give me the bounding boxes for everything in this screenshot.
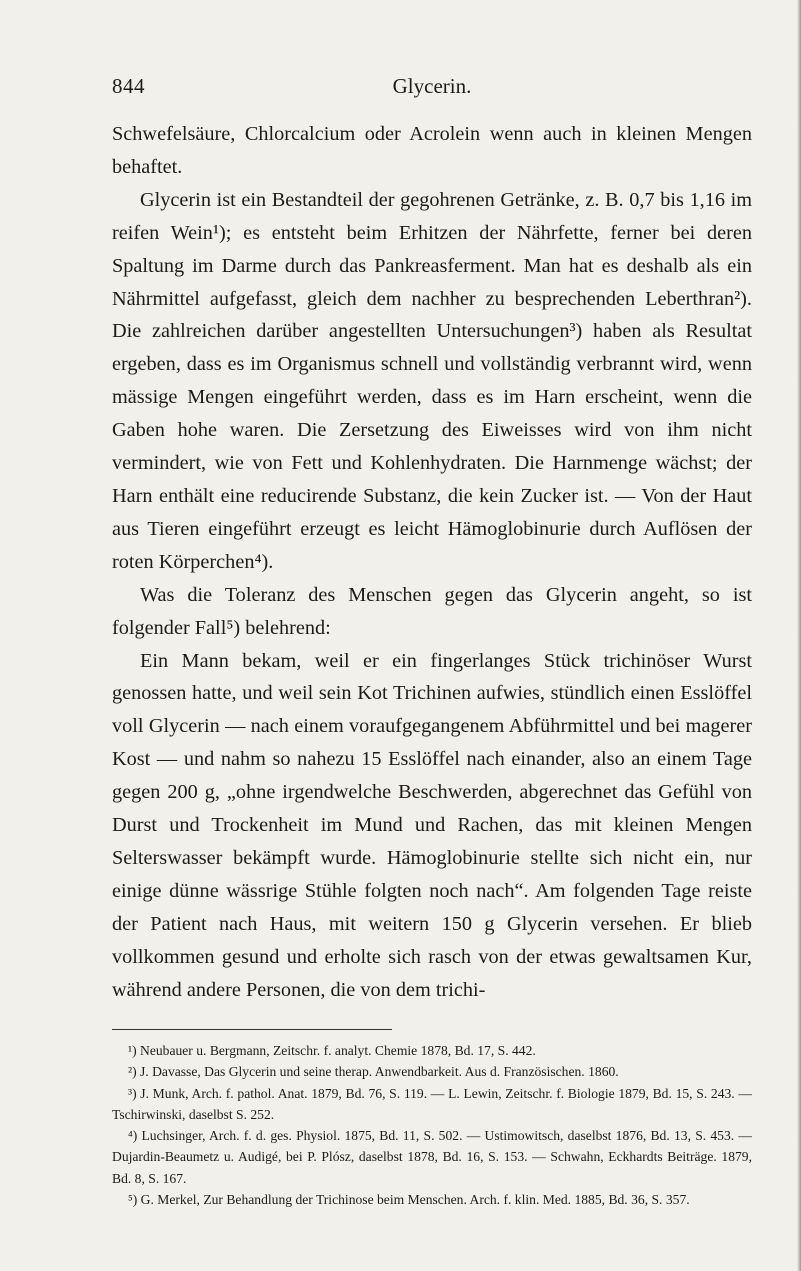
footnote-rule [112,1029,392,1030]
body-text [112,118,752,1006]
running-title: Glycerin. [392,74,472,98]
paragraph-case-report: Ein Mann bekam, weil er ein fingerlanges Stück trichinöser Wurst genossen hatte, und weil sein Kot Trichinen aufwies, stündlich einen Esslöffel voll Glycerin — nach einem voraufgegangenem Abführmittel und bei magerer Kost — und nahm so nahezu 15 Esslöffel nach einander, also an einem Tage gegen 200 g, „ohne irgendwelche Beschwerden, abgerechnet das Gefühl von Durst und Trockenheit im Mund und Rachen, das mit kleinen Mengen Selterswasser bekämpft wurde. Hämoglobinurie stellte sich nicht ein, nur einige dünne wässrige Stühle folgten noch nach“. Am folgenden Tage reiste der Patient nach Haus, mit weitern 150 g Glycerin versehen. Er blieb vollkommen gesund und erholte sich rasch von der etwas gewaltsamen Kur, während andere Personen, die von dem trichi- [112,649,752,1001]
page-header [112,74,752,102]
paragraph-continuation: Schwefelsäure, Chlorcalcium oder Acrolein wenn auch in kleinen Mengen behaftet. [112,123,752,178]
paragraph-glycerin-occurrence: Glycerin ist ein Bestandteil der gegohrenen Getränke, z. B. 0,7 bis 1,16 im reifen Wein¹); es entsteht beim Erhitzen der Nährfette, ferner bei deren Spaltung im Darme durch das Pankreasferment. Man hat es deshalb als ein Nährmittel aufgefasst, gleich dem nachher zu besprechenden Leberthran²). Die zahlreichen darüber angestellten Untersuchungen³) haben als Resultat ergeben, dass es im Organismus schnell und vollständig verbrannt wird, wenn mässige Mengen eingeführt werden, dass es im Harn erscheint, wenn die Gaben hohe waren. Die Zersetzung des Eiweisses wird von ihm nicht vermindert, wie von Fett und Kohlenhydraten. Die Harnmenge wächst; der Harn enthält eine reducirende Substanz, die kein Zucker ist. — Von der Haut aus Tieren eingeführt erzeugt es leicht Hämoglobinurie durch Auflösen der roten Körperchen⁴). [112,188,752,573]
page-edge-shadow [797,0,801,1271]
footnote-2: ²) J. Davasse, Das Glycerin und seine therap. Anwendbarkeit. Aus d. Französischen. 1860. [128,1064,619,1080]
footnote-5: ⁵) G. Merkel, Zur Behandlung der Trichinose beim Menschen. Arch. f. klin. Med. 1885, Bd. 36, S. 357. [128,1192,690,1208]
paragraph-tolerance: Was die Toleranz des Menschen gegen das Glycerin angeht, so ist folgender Fall⁵) belehrend: [112,583,752,639]
footnote-3: ³) J. Munk, Arch. f. pathol. Anat. 1879, Bd. 76, S. 119. — L. Lewin, Zeitschr. f. Biologie 1879, Bd. 15, S. 243. — Tschirwinski, daselbst S. 252. [112,1085,752,1122]
page-number: 844 [112,74,145,98]
footnote-1: ¹) Neubauer u. Bergmann, Zeitschr. f. analyt. Chemie 1878, Bd. 17, S. 442. [128,1043,536,1058]
footnotes [112,1040,752,1210]
footnote-4: ⁴) Luchsinger, Arch. f. d. ges. Physiol. 1875, Bd. 11, S. 502. — Ustimowitsch, daselbst 1876, Bd. 13, S. 453. — Dujardin-Beaumetz u. Audigé, bei P. Plósz, daselbst 1878, Bd. 16, S. 153. — Schwahn, Eckhardts Beiträge. 1879, Bd. 8, S. 167. [112,1128,752,1186]
